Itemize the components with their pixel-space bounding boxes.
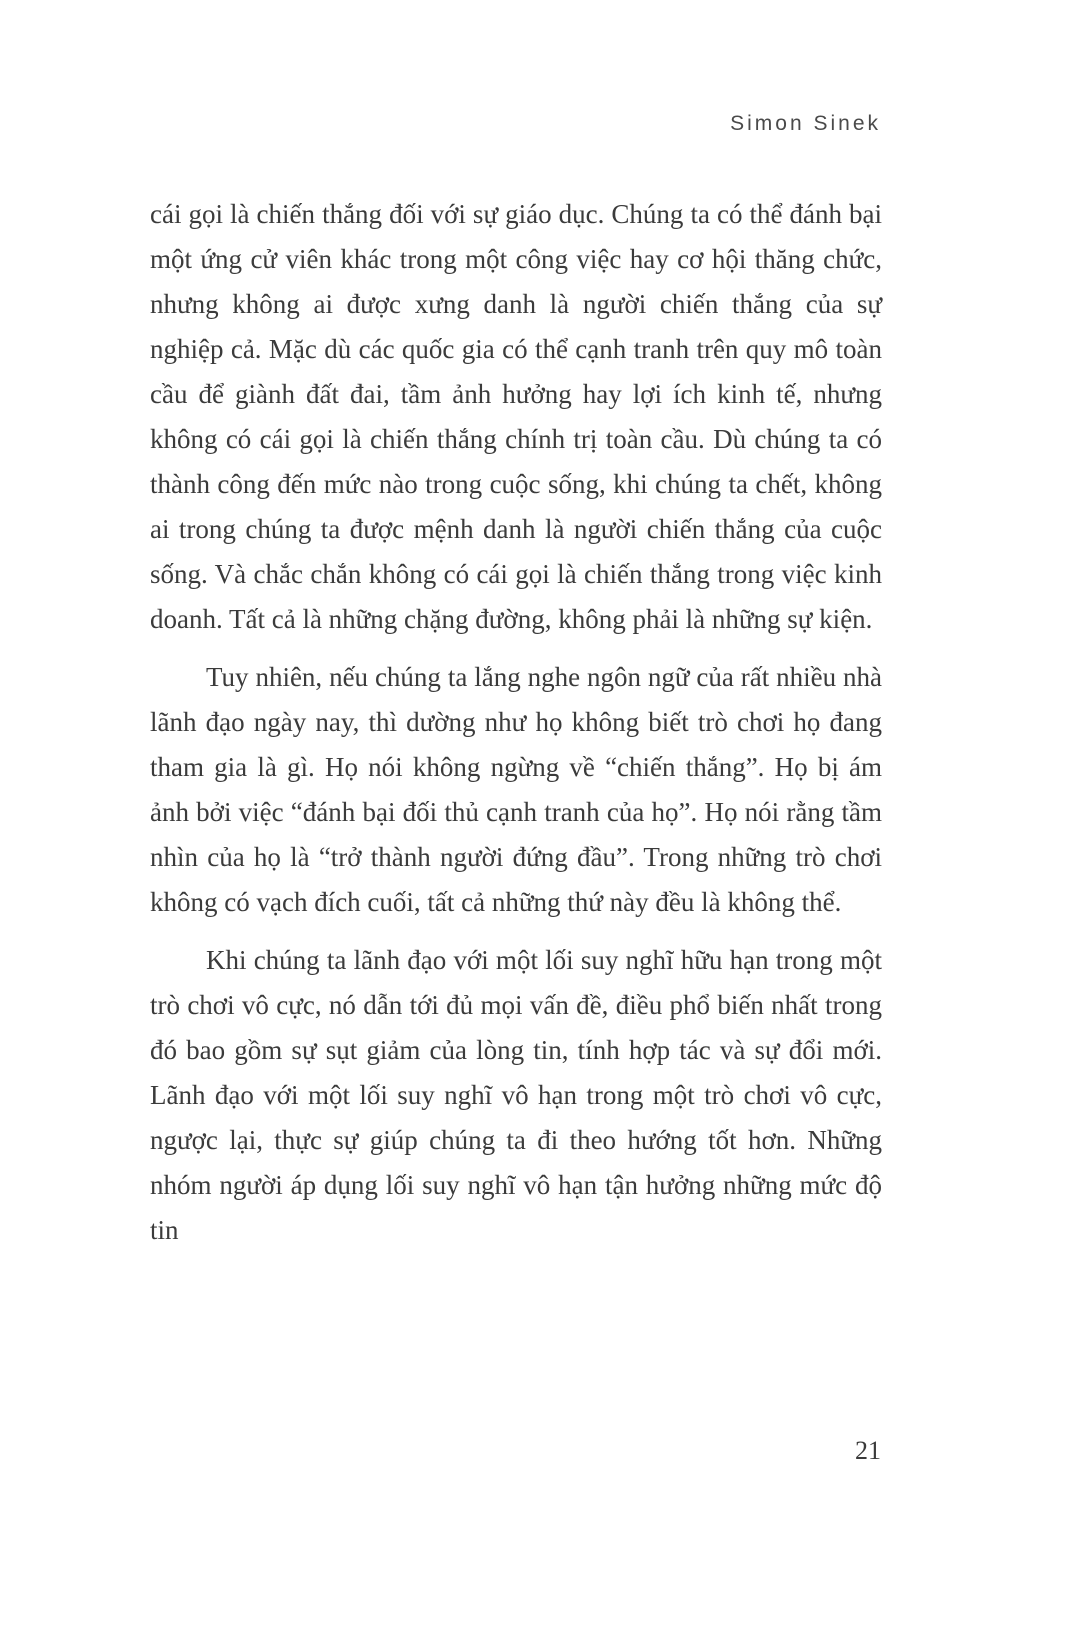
paragraph: Tuy nhiên, nếu chúng ta lắng nghe ngôn ngữ của rất nhiều nhà lãnh đạo ngày nay, thì dường như họ không biết trò chơi họ đang tham gia là gì. Họ nói không ngừng về “chiến thắng”. Họ bị ám ảnh bởi việc “đánh bại đối thủ cạnh tranh của họ”. Họ nói rằng tầm nhìn của họ là “trở thành người đứng đầu”. Trong những trò chơi không có vạch đích cuối, tất cả những thứ này đều là không thể.	[150, 662, 882, 917]
running-header-author: Simon Sinek	[730, 112, 881, 135]
body-text	[150, 192, 882, 1266]
page-number: 21	[855, 1436, 881, 1465]
paragraph: cái gọi là chiến thắng đối với sự giáo dục. Chúng ta có thể đánh bại một ứng cử viên khác trong một công việc hay cơ hội thăng chức, nhưng không ai được xưng danh là người chiến thắng của sự nghiệp cả. Mặc dù các quốc gia có thể cạnh tranh trên quy mô toàn cầu để giành đất đai, tầm ảnh hưởng hay lợi ích kinh tế, nhưng không có cái gọi là chiến thắng chính trị toàn cầu. Dù chúng ta có thành công đến mức nào trong cuộc sống, khi chúng ta chết, không ai trong chúng ta được mệnh danh là người chiến thắng của cuộc sống. Và chắc chắn không có cái gọi là chiến thắng trong việc kinh doanh. Tất cả là những chặng đường, không phải là những sự kiện.	[150, 199, 882, 634]
paragraph: Khi chúng ta lãnh đạo với một lối suy nghĩ hữu hạn trong một trò chơi vô cực, nó dẫn tới đủ mọi vấn đề, điều phổ biến nhất trong đó bao gồm sự sụt giảm của lòng tin, tính hợp tác và sự đổi mới. Lãnh đạo với một lối suy nghĩ vô hạn trong một trò chơi vô cực, ngược lại, thực sự giúp chúng ta đi theo hướng tốt hơn. Những nhóm người áp dụng lối suy nghĩ vô hạn tận hưởng những mức độ tin	[150, 945, 882, 1245]
